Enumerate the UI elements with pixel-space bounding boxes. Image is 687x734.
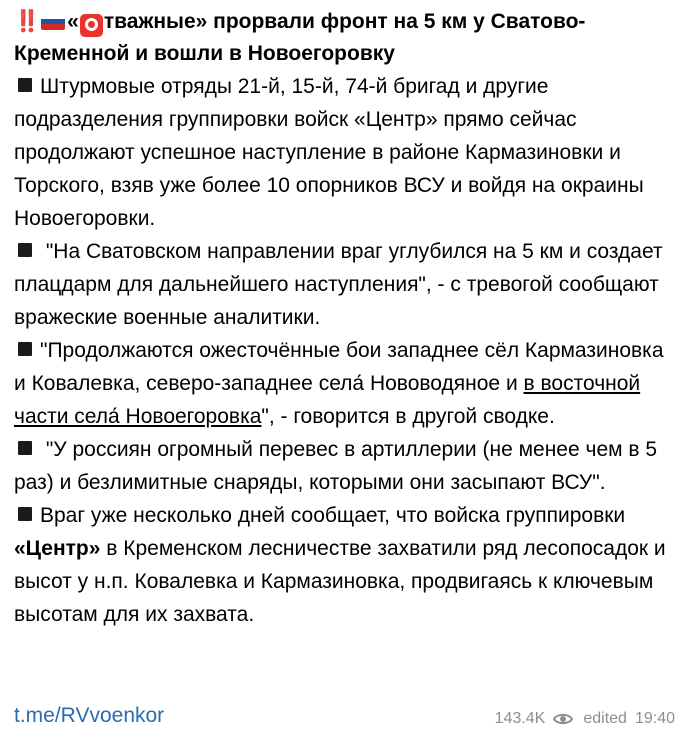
black-square-icon: [18, 342, 32, 356]
headline-title: тважные» прорвали фронт на 5 км у Сватово-Кременной и вошли в Новоегоровку: [14, 10, 586, 65]
paragraph-5: [14, 499, 675, 631]
paragraph-5-bold: «Центр»: [14, 537, 101, 560]
headline: [14, 6, 675, 70]
channel-link[interactable]: t.me/RVvoenkor: [14, 704, 165, 727]
double-exclamation-icon: ‼️: [14, 10, 38, 33]
paragraph-3: [14, 334, 675, 433]
paragraph-1: [14, 70, 675, 235]
paragraph-4: [14, 433, 675, 499]
message-time: 19:40: [634, 710, 675, 727]
view-count: 143.4K: [494, 710, 546, 727]
paragraph-3-text-after: ", - говорится в другой сводке.: [261, 405, 555, 428]
russia-flag-icon: [41, 13, 65, 30]
black-square-icon: [18, 78, 32, 92]
paragraph-2: [14, 235, 675, 334]
black-square-icon: [18, 507, 32, 521]
headline-quote-open: «: [67, 10, 79, 33]
paragraph-2-text: "На Сватовском направлении враг углубился на 5 км и создает плацдарм для дальнейшего наступления", - с тревогой сообщают вражеские военные аналитики.: [14, 240, 663, 329]
paragraph-4-text: "У россиян огромный перевес в артиллерии (не менее чем в 5 раз) и безлимитные снаряды, которыми они засыпают ВСУ".: [14, 438, 658, 494]
paragraph-1-text: Штурмовые отряды 21-й, 15-й, 74-й бригад и другие подразделения группировки войск «Центр» прямо сейчас продолжают успешное наступление в районе Кармазиновки и Торского, взяв уже более 10 опорников ВСУ и войдя на окраины Новоегоровки.: [14, 75, 644, 230]
paragraph-3-link[interactable]: в восточной части села́ Новоегоровка: [14, 372, 641, 428]
paragraph-5-text-before: Враг уже несколько дней сообщает, что войска группировки: [40, 504, 626, 527]
message-footer: [14, 704, 675, 734]
paragraph-3-text-before: "Продолжаются ожесточённые бои западнее сёл Кармазиновка и Ковалевка, северо-западнее села́ Нововодяное и: [14, 339, 664, 395]
edited-label: edited: [583, 710, 627, 727]
black-square-icon: [18, 441, 32, 455]
paragraph-5-text-after: в Кременском лесничестве захватили ряд лесопосадок и высот у н.п. Ковалевка и Кармазиновка, продвигаясь к ключевым высотам для их захвата.: [14, 537, 666, 626]
message-meta: [495, 710, 675, 728]
black-square-icon: [18, 243, 32, 257]
eye-icon: [553, 712, 573, 726]
red-o-icon: [80, 14, 103, 37]
